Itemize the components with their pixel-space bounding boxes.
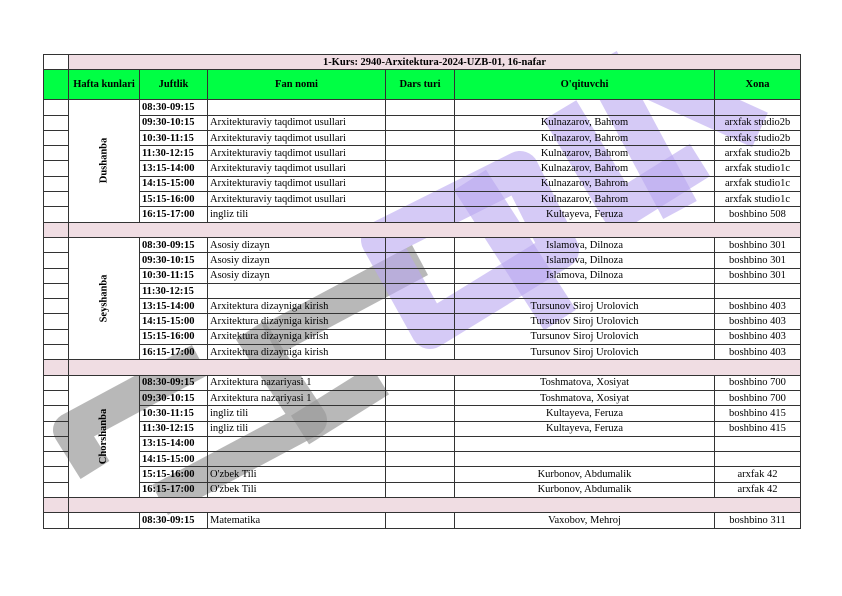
table-row xyxy=(44,207,801,222)
table-row xyxy=(44,130,801,145)
time-cell: 10:30-11:15 xyxy=(140,268,208,283)
teacher-cell: Kulnazarov, Bahrom xyxy=(455,176,715,191)
time-cell: 13:15-14:00 xyxy=(140,161,208,176)
subject-cell: Asosiy dizayn xyxy=(208,268,386,283)
room-cell: boshbino 508 xyxy=(715,207,801,222)
type-cell xyxy=(386,253,455,268)
gutter-cell xyxy=(44,406,69,421)
type-cell xyxy=(386,176,455,191)
gutter-cell xyxy=(44,345,69,360)
room-cell: boshbino 700 xyxy=(715,375,801,390)
gutter-cell xyxy=(44,436,69,451)
room-cell: arxfak studio1c xyxy=(715,192,801,207)
gutter-cell xyxy=(44,421,69,436)
header-type: Dars turi xyxy=(386,70,455,100)
teacher-cell: Kulnazarov, Bahrom xyxy=(455,161,715,176)
gutter-cell xyxy=(44,452,69,467)
room-cell xyxy=(715,436,801,451)
teacher-cell xyxy=(455,452,715,467)
teacher-cell: Kultayeva, Feruza xyxy=(455,406,715,421)
teacher-cell: Kultayeva, Feruza xyxy=(455,207,715,222)
day-label: Chorshanba xyxy=(98,408,110,465)
subject-cell: Arxitektura nazariyasi 1 xyxy=(208,375,386,390)
subject-cell: ingliz tili xyxy=(208,406,386,421)
gutter-cell xyxy=(44,390,69,405)
table-row xyxy=(44,100,801,115)
gutter-cell xyxy=(44,314,69,329)
room-cell: boshbino 301 xyxy=(715,237,801,252)
header-subject: Fan nomi xyxy=(208,70,386,100)
room-cell: arxfak studio1c xyxy=(715,176,801,191)
separator-cell xyxy=(69,498,801,513)
room-cell: boshbino 301 xyxy=(715,268,801,283)
table-row xyxy=(44,253,801,268)
subject-cell: Arxitektura dizayniga kirish xyxy=(208,314,386,329)
table-row xyxy=(44,390,801,405)
subject-cell: Asosiy dizayn xyxy=(208,253,386,268)
subject-cell: Arxitekturaviy taqdimot usullari xyxy=(208,161,386,176)
gutter-cell xyxy=(44,482,69,497)
title-row xyxy=(44,55,801,70)
teacher-cell: Toshmatova, Xosiyat xyxy=(455,390,715,405)
type-cell xyxy=(386,192,455,207)
gutter-cell xyxy=(44,375,69,390)
type-cell xyxy=(386,467,455,482)
teacher-cell: Kulnazarov, Bahrom xyxy=(455,130,715,145)
time-cell: 16:15-17:00 xyxy=(140,207,208,222)
room-cell: boshbino 700 xyxy=(715,390,801,405)
teacher-cell: Islamova, Dilnoza xyxy=(455,237,715,252)
room-cell: boshbino 415 xyxy=(715,421,801,436)
gutter-cell xyxy=(44,513,69,528)
time-cell: 08:30-09:15 xyxy=(140,375,208,390)
table-row xyxy=(44,452,801,467)
table-row xyxy=(44,146,801,161)
table-row xyxy=(44,482,801,497)
time-cell: 10:30-11:15 xyxy=(140,130,208,145)
subject-cell: Arxitektura nazariyasi 1 xyxy=(208,390,386,405)
subject-cell: Arxitekturaviy taqdimot usullari xyxy=(208,176,386,191)
teacher-cell: Islamova, Dilnoza xyxy=(455,268,715,283)
room-cell xyxy=(715,452,801,467)
type-cell xyxy=(386,421,455,436)
teacher-cell xyxy=(455,436,715,451)
gutter-cell xyxy=(44,130,69,145)
type-cell xyxy=(386,283,455,298)
gutter-cell xyxy=(44,161,69,176)
room-cell: boshbino 415 xyxy=(715,406,801,421)
header-room: Xona xyxy=(715,70,801,100)
room-cell xyxy=(715,283,801,298)
table-row xyxy=(44,421,801,436)
table-row xyxy=(44,268,801,283)
subject-cell: ingliz tili xyxy=(208,421,386,436)
table-row xyxy=(44,436,801,451)
subject-cell xyxy=(208,100,386,115)
gutter-cell xyxy=(44,237,69,252)
time-cell: 14:15-15:00 xyxy=(140,176,208,191)
table-row xyxy=(44,192,801,207)
time-cell: 16:15-17:00 xyxy=(140,345,208,360)
type-cell xyxy=(386,100,455,115)
type-cell xyxy=(386,390,455,405)
gutter-cell xyxy=(44,55,69,70)
time-cell: 09:30-10:15 xyxy=(140,115,208,130)
room-cell: boshbino 403 xyxy=(715,314,801,329)
type-cell xyxy=(386,375,455,390)
type-cell xyxy=(386,513,455,528)
type-cell xyxy=(386,237,455,252)
schedule-title: 1-Kurs: 2940-Arxitektura-2024-UZB-01, 16-nafar xyxy=(69,55,801,70)
day-separator xyxy=(44,498,801,513)
subject-cell: Arxitektura dizayniga kirish xyxy=(208,299,386,314)
time-cell: 16:15-17:00 xyxy=(140,482,208,497)
gutter-cell xyxy=(44,329,69,344)
day-separator xyxy=(44,222,801,237)
table-row xyxy=(44,115,801,130)
teacher-cell: Islamova, Dilnoza xyxy=(455,253,715,268)
header-pair: Juftlik xyxy=(140,70,208,100)
table-row xyxy=(44,375,801,390)
subject-cell: Arxitektura dizayniga kirish xyxy=(208,329,386,344)
time-cell: 13:15-14:00 xyxy=(140,436,208,451)
teacher-cell: Kulnazarov, Bahrom xyxy=(455,115,715,130)
type-cell xyxy=(386,436,455,451)
gutter-cell xyxy=(44,299,69,314)
type-cell xyxy=(386,115,455,130)
teacher-cell: Kulnazarov, Bahrom xyxy=(455,192,715,207)
time-cell: 14:15-15:00 xyxy=(140,452,208,467)
type-cell xyxy=(386,345,455,360)
gutter-cell xyxy=(44,360,69,375)
room-cell: arxfak studio2b xyxy=(715,130,801,145)
subject-cell xyxy=(208,436,386,451)
room-cell: boshbino 403 xyxy=(715,299,801,314)
type-cell xyxy=(386,314,455,329)
day-cell xyxy=(69,375,140,497)
gutter-cell xyxy=(44,146,69,161)
gutter-cell xyxy=(44,100,69,115)
day-separator xyxy=(44,360,801,375)
time-cell: 09:30-10:15 xyxy=(140,253,208,268)
time-cell: 15:15-16:00 xyxy=(140,467,208,482)
room-cell: arxfak 42 xyxy=(715,467,801,482)
table-row xyxy=(44,237,801,252)
room-cell: boshbino 403 xyxy=(715,329,801,344)
type-cell xyxy=(386,268,455,283)
subject-cell: ingliz tili xyxy=(208,207,386,222)
teacher-cell: Vaxobov, Mehroj xyxy=(455,513,715,528)
type-cell xyxy=(386,207,455,222)
subject-cell xyxy=(208,283,386,298)
subject-cell: O'zbek Tili xyxy=(208,482,386,497)
table-row xyxy=(44,176,801,191)
type-cell xyxy=(386,482,455,497)
type-cell xyxy=(386,161,455,176)
time-cell: 14:15-15:00 xyxy=(140,314,208,329)
teacher-cell: Kurbonov, Abdumalik xyxy=(455,482,715,497)
room-cell: boshbino 403 xyxy=(715,345,801,360)
subject-cell: Arxitekturaviy taqdimot usullari xyxy=(208,192,386,207)
teacher-cell: Tursunov Siroj Urolovich xyxy=(455,329,715,344)
day-label: Seyshanba xyxy=(98,274,110,323)
table-row xyxy=(44,345,801,360)
teacher-cell: Tursunov Siroj Urolovich xyxy=(455,314,715,329)
time-cell: 15:15-16:00 xyxy=(140,192,208,207)
room-cell: arxfak 42 xyxy=(715,482,801,497)
subject-cell: Matematika xyxy=(208,513,386,528)
time-cell: 08:30-09:15 xyxy=(140,513,208,528)
time-cell: 13:15-14:00 xyxy=(140,299,208,314)
time-cell: 09:30-10:15 xyxy=(140,390,208,405)
subject-cell: Arxitekturaviy taqdimot usullari xyxy=(208,146,386,161)
header-teacher: O'qituvchi xyxy=(455,70,715,100)
room-cell: arxfak studio2b xyxy=(715,115,801,130)
type-cell xyxy=(386,146,455,161)
subject-cell: Asosiy dizayn xyxy=(208,237,386,252)
time-cell: 11:30-12:15 xyxy=(140,283,208,298)
day-cell xyxy=(69,513,140,528)
separator-cell xyxy=(69,222,801,237)
type-cell xyxy=(386,299,455,314)
gutter-cell xyxy=(44,467,69,482)
room-cell: boshbino 301 xyxy=(715,253,801,268)
table-row xyxy=(44,513,801,528)
day-cell xyxy=(69,237,140,359)
separator-cell xyxy=(69,360,801,375)
teacher-cell: Kultayeva, Feruza xyxy=(455,421,715,436)
gutter-cell xyxy=(44,115,69,130)
table-row xyxy=(44,161,801,176)
gutter-cell xyxy=(44,207,69,222)
gutter-cell xyxy=(44,222,69,237)
day-label: Dushanba xyxy=(98,138,110,184)
time-cell: 08:30-09:15 xyxy=(140,100,208,115)
teacher-cell: Tursunov Siroj Urolovich xyxy=(455,345,715,360)
table-row xyxy=(44,283,801,298)
room-cell xyxy=(715,100,801,115)
time-cell: 15:15-16:00 xyxy=(140,329,208,344)
gutter-cell xyxy=(44,283,69,298)
type-cell xyxy=(386,406,455,421)
header-day: Hafta kunlari xyxy=(69,70,140,100)
time-cell: 11:30-12:15 xyxy=(140,421,208,436)
table-row xyxy=(44,467,801,482)
gutter-cell xyxy=(44,70,69,100)
subject-cell: O'zbek Tili xyxy=(208,467,386,482)
gutter-cell xyxy=(44,192,69,207)
room-cell: boshbino 311 xyxy=(715,513,801,528)
teacher-cell: Kulnazarov, Bahrom xyxy=(455,146,715,161)
schedule-table xyxy=(43,54,801,529)
gutter-cell xyxy=(44,176,69,191)
time-cell: 08:30-09:15 xyxy=(140,237,208,252)
teacher-cell xyxy=(455,283,715,298)
type-cell xyxy=(386,130,455,145)
gutter-cell xyxy=(44,253,69,268)
subject-cell: Arxitekturaviy taqdimot usullari xyxy=(208,130,386,145)
subject-cell: Arxitektura dizayniga kirish xyxy=(208,345,386,360)
teacher-cell: Tursunov Siroj Urolovich xyxy=(455,299,715,314)
subject-cell: Arxitekturaviy taqdimot usullari xyxy=(208,115,386,130)
day-cell xyxy=(69,100,140,222)
room-cell: arxfak studio2b xyxy=(715,146,801,161)
time-cell: 11:30-12:15 xyxy=(140,146,208,161)
gutter-cell xyxy=(44,268,69,283)
gutter-cell xyxy=(44,498,69,513)
subject-cell xyxy=(208,452,386,467)
time-cell: 10:30-11:15 xyxy=(140,406,208,421)
teacher-cell: Toshmatova, Xosiyat xyxy=(455,375,715,390)
table-row xyxy=(44,406,801,421)
table-row xyxy=(44,314,801,329)
teacher-cell xyxy=(455,100,715,115)
header-row xyxy=(44,70,801,100)
teacher-cell: Kurbonov, Abdumalik xyxy=(455,467,715,482)
type-cell xyxy=(386,329,455,344)
table-row xyxy=(44,329,801,344)
room-cell: arxfak studio1c xyxy=(715,161,801,176)
type-cell xyxy=(386,452,455,467)
table-row xyxy=(44,299,801,314)
